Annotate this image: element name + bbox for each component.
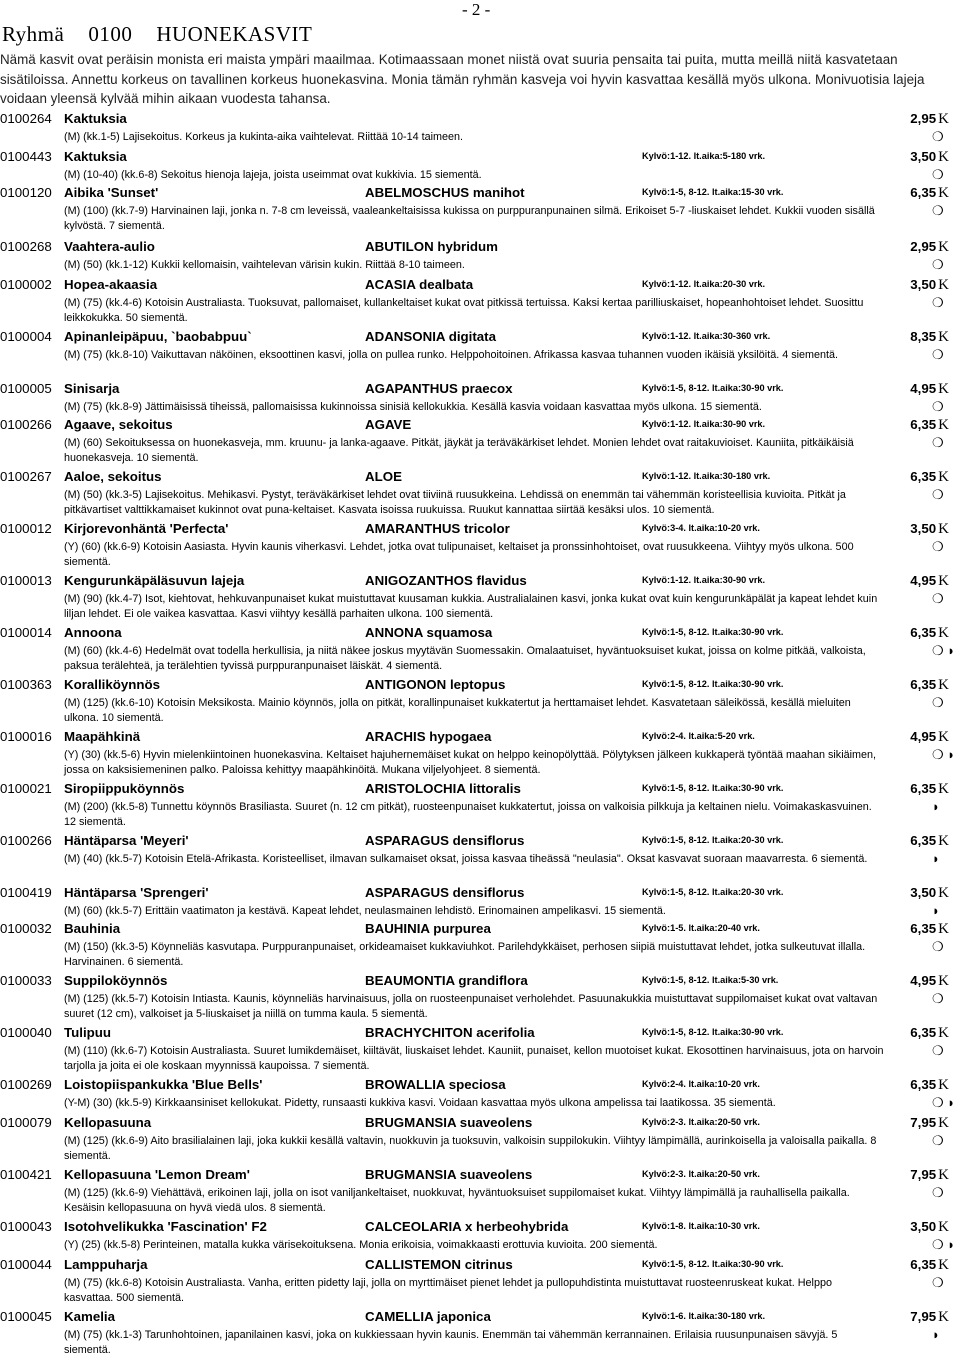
- price-value: 6,35: [910, 1077, 937, 1092]
- product-code: 0100266: [0, 417, 52, 432]
- sowing-info: Kylvö:1-5, 8-12. lt.aika:20-30 vrk.: [642, 887, 784, 897]
- light-symbol-icon: ❍: [932, 695, 944, 710]
- product-code: 0100040: [0, 1025, 52, 1040]
- price-value: 6,35: [910, 921, 937, 936]
- latin-name: ALOE: [365, 469, 402, 484]
- entry-header: [0, 677, 960, 696]
- price-unit: K: [938, 1309, 949, 1325]
- entry-description: (M) (125) (kk.6-9) Viehättävä, erikoinen laji, jolla on isot vaniljankeltaiset, nuokkuvat, hyväntuoksuiset suppilomaiset kukat. Viihtyy lämpimällä ja rauhallisella paikalla. Kesäisin kellopasuuna on hyvä viedä ulos. 8 siementä.: [64, 1187, 850, 1214]
- light-symbol-icon: ❍: [932, 539, 944, 554]
- common-name: Bauhinia: [64, 921, 121, 936]
- common-name: Vaahtera-aulio: [64, 239, 155, 254]
- sowing-info: Kylvö:1-12. lt.aika:30-360 vrk.: [642, 331, 771, 341]
- latin-name: ABELMOSCHUS manihot: [365, 185, 525, 200]
- common-name: Siropiippuköynnös: [64, 781, 185, 796]
- price-unit: K: [938, 573, 949, 589]
- price-value: 7,95: [910, 1115, 937, 1130]
- catalog-entry: [0, 239, 960, 273]
- sowing-info: Kylvö:1-12. lt.aika:20-30 vrk.: [642, 279, 766, 289]
- price: [910, 111, 949, 128]
- price-value: 8,35: [910, 329, 937, 344]
- price: [910, 625, 949, 642]
- product-code: 0100021: [0, 781, 52, 796]
- price-value: 7,95: [910, 1309, 937, 1324]
- sowing-info: Kylvö:1-12. lt.aika:30-90 vrk.: [642, 575, 766, 585]
- light-symbol-icon: ❍: [932, 1275, 944, 1290]
- price-unit: K: [938, 111, 949, 127]
- price-value: 4,95: [910, 729, 937, 744]
- catalog-entry: [0, 1309, 960, 1357]
- entry-header: [0, 149, 960, 168]
- entry-header: [0, 111, 960, 130]
- price-unit: K: [938, 625, 949, 641]
- latin-name: ASPARAGUS densiflorus: [365, 885, 525, 900]
- latin-name: BRUGMANSIA suaveolens: [365, 1115, 533, 1130]
- light-symbol-icon: ◗: [932, 903, 940, 918]
- entry-header: [0, 277, 960, 296]
- price-unit: K: [938, 885, 949, 901]
- price-value: 7,95: [910, 1167, 937, 1182]
- catalog-entry: [0, 729, 960, 777]
- catalog-entry: [0, 469, 960, 517]
- catalog-entry: [0, 521, 960, 569]
- common-name: Apinanleipäpuu, `baobabpuu`: [64, 329, 252, 344]
- catalog-entry: [0, 277, 960, 325]
- entry-description: (M) (90) (kk.4-7) Isot, kiehtovat, hehkuvanpunaiset kukat muistuttavat kuusaman kukkia. Australialainen kasvi, jonka kukat ovat kuin kengurunkäpälät ja kapeat lehdet kuin liljan lehdet. Ei ole vaikea kasvattaa. Kasvi viihtyy kesällä parhaiten ulkona. 100 siementä.: [64, 593, 878, 620]
- entry-header: [0, 185, 960, 204]
- price-unit: K: [938, 729, 949, 745]
- catalog-entry: [0, 921, 960, 969]
- light-symbol-icon: ❍: [932, 203, 944, 218]
- price-unit: K: [938, 1167, 949, 1183]
- entry-description: (M) (125) (kk.6-9) Aito brasilialainen laji, joka kukkii kesällä valtavin, nuokkuvin ja tuoksuvin, valkoisin suppilokukin. Viihtyy lämpimällä, aurinkoisella ja valoisalla paikalla. 8 siementä.: [64, 1135, 877, 1162]
- latin-name: ASPARAGUS densiflorus: [365, 833, 525, 848]
- price-unit: K: [938, 677, 949, 693]
- entry-header: [0, 239, 960, 258]
- latin-name: ARISTOLOCHIA littoralis: [365, 781, 521, 796]
- price-value: 3,50: [910, 1219, 937, 1234]
- catalog-entry: [0, 111, 960, 145]
- common-name: Kaktuksia: [64, 149, 127, 164]
- common-name: Aibika 'Sunset': [64, 185, 159, 200]
- common-name: Kaktuksia: [64, 111, 127, 126]
- common-name: Aaloe, sekoitus: [64, 469, 162, 484]
- price: [910, 381, 949, 398]
- entry-description: (M) (60) Sekoituksessa on huonekasveja, mm. kruunu- ja lanka-agaave. Pitkät, jäykät ja teräväkärkiset lehdet. Monien lehdet ovat raitakuvioiset. Kauniita, pitkäikäisiä huonekasveja. 10 siementä.: [64, 437, 854, 464]
- sowing-info: Kylvö:1-5, 8-12. lt.aika:30-90 vrk.: [642, 627, 784, 637]
- entry-header: [0, 1219, 960, 1238]
- product-code: 0100079: [0, 1115, 52, 1130]
- product-code: 0100443: [0, 149, 52, 164]
- entry-description: (M) (75) (kk.4-6) Kotoisin Australiasta. Tuoksuvat, pallomaiset, kullankeltaiset kukat ovat pitkissä tertuissa. Kaksi kertaa parilliuskaiset, hopeanhohtoiset lehdet. Suosittu leikkokukka. 50 siementä.: [64, 297, 864, 324]
- light-symbol-icon: ❍: [932, 591, 944, 606]
- latin-name: AMARANTHUS tricolor: [365, 521, 510, 536]
- catalog-entry: [0, 1115, 960, 1163]
- entry-description: (M) (50) (kk.1-12) Kukkii kellomaisin, vaihtelevan värisin kukin. Riittää 8-10 taimeen.: [64, 259, 465, 271]
- price-unit: K: [938, 1219, 949, 1235]
- price-value: 6,35: [910, 677, 937, 692]
- entry-description: (M) (50) (kk.3-5) Lajisekoitus. Mehikasvi. Pystyt, teräväkärkiset lehdet ovat tiiviinä ruusukkeina. Lehdissä on enemmän tai vähemmän koristeellisia kuvioita. Pitkät ja pitkävartiset valttikkamaiset kukinnot ovat puna-keltaiset. Kasvata isoissa ruukuissa. Ruukut kannattaa siirtää kesäksi ulos. 10 siementä.: [64, 489, 846, 516]
- sowing-info: Kylvö:1-5, 8-12. lt.aika:30-90 vrk.: [642, 783, 784, 793]
- entry-header: [0, 885, 960, 904]
- sowing-info: Kylvö:1-5, 8-12. lt.aika:15-30 vrk.: [642, 187, 784, 197]
- entry-header: [0, 381, 960, 400]
- product-code: 0100421: [0, 1167, 52, 1182]
- sowing-info: Kylvö:2-4. lt.aika:5-20 vrk.: [642, 731, 755, 741]
- light-symbol-icon: ❍ ◗: [932, 1237, 956, 1252]
- common-name: Kirjorevonhäntä 'Perfecta': [64, 521, 229, 536]
- latin-name: BRUGMANSIA suaveolens: [365, 1167, 533, 1182]
- price-unit: K: [938, 149, 949, 165]
- common-name: Loistopiispankukka 'Blue Bells': [64, 1077, 263, 1092]
- entry-header: [0, 973, 960, 992]
- price: [910, 185, 949, 202]
- light-symbol-icon: ❍ ◗: [932, 1095, 956, 1110]
- latin-name: BEAUMONTIA grandiflora: [365, 973, 528, 988]
- price-value: 6,35: [910, 625, 937, 640]
- entry-description: (M) (75) (kk.8-10) Vaikuttavan näköinen, eksoottinen kasvi, jolla on pullea runko. Helppohoitoinen. Afrikassa kasvaa tuhannen vuoden ikäisiä yksilöitä. 4 siementä.: [64, 349, 839, 361]
- light-symbol-icon: ◗: [932, 799, 940, 814]
- latin-name: AGAVE: [365, 417, 412, 432]
- latin-name: AGAPANTHUS praecox: [365, 381, 513, 396]
- price-value: 4,95: [910, 381, 937, 396]
- sowing-info: Kylvö:1-5, 8-12. lt.aika:30-90 vrk.: [642, 1027, 784, 1037]
- price: [910, 1219, 949, 1236]
- price-unit: K: [938, 1077, 949, 1093]
- price: [910, 781, 949, 798]
- latin-name: BROWALLIA speciosa: [365, 1077, 506, 1092]
- light-symbol-icon: ❍: [932, 991, 944, 1006]
- entry-header: [0, 1077, 960, 1096]
- price-unit: K: [938, 781, 949, 797]
- price: [910, 1257, 949, 1274]
- sowing-info: Kylvö:1-5, 8-12. lt.aika:30-90 vrk.: [642, 679, 784, 689]
- product-code: 0100016: [0, 729, 52, 744]
- price: [910, 329, 949, 346]
- price: [910, 277, 949, 294]
- entry-header: [0, 921, 960, 940]
- price-unit: K: [938, 833, 949, 849]
- latin-name: ANTIGONON leptopus: [365, 677, 506, 692]
- product-code: 0100120: [0, 185, 52, 200]
- entry-description: (M) (75) (kk.1-3) Tarunhohtoinen, japanilainen kasvi, joka on kukkiessaan hyvin kaunis. Enemmän tai vähemmän kerrannainen. Erilaisia ruusunpunaisen sävyjä. 5 siementä.: [64, 1329, 838, 1356]
- entry-header: [0, 573, 960, 592]
- product-code: 0100014: [0, 625, 52, 640]
- price-unit: K: [938, 1257, 949, 1273]
- sowing-info: Kylvö:1-6. lt.aika:30-180 vrk.: [642, 1311, 766, 1321]
- entry-header: [0, 833, 960, 852]
- price-value: 4,95: [910, 973, 937, 988]
- product-code: 0100268: [0, 239, 52, 254]
- entry-header: [0, 329, 960, 348]
- price-unit: K: [938, 417, 949, 433]
- entry-header: [0, 729, 960, 748]
- entry-description: (M) (75) (kk.6-8) Kotoisin Australiasta. Vanha, eritten pidetty laji, jolla on myrttimäiset pienet lehdet ja pullopuhdistinta muistuttavat ruosteenruskeat kukat. Helppo kasvattaa. 500 siementä.: [64, 1277, 832, 1304]
- common-name: Hopea-akaasia: [64, 277, 158, 292]
- price: [910, 1167, 949, 1184]
- catalog-entry: [0, 885, 960, 919]
- price: [910, 521, 949, 538]
- product-code: 0100032: [0, 921, 52, 936]
- latin-name: ARACHIS hypogaea: [365, 729, 492, 744]
- product-code: 0100033: [0, 973, 52, 988]
- entry-header: [0, 521, 960, 540]
- price-value: 2,95: [910, 111, 937, 126]
- entry-header: [0, 1257, 960, 1276]
- latin-name: ANNONA squamosa: [365, 625, 493, 640]
- latin-name: ADANSONIA digitata: [365, 329, 497, 344]
- sowing-info: Kylvö:2-3. lt.aika:20-50 vrk.: [642, 1117, 760, 1127]
- latin-name: CALLISTEMON citrinus: [365, 1257, 513, 1272]
- price: [910, 921, 949, 938]
- price-value: 6,35: [910, 833, 937, 848]
- light-symbol-icon: ❍: [932, 167, 944, 182]
- entry-header: [0, 469, 960, 488]
- price-unit: K: [938, 381, 949, 397]
- price-value: 6,35: [910, 1257, 937, 1272]
- latin-name: ABUTILON hybridum: [365, 239, 498, 254]
- product-code: 0100012: [0, 521, 52, 536]
- sowing-info: Kylvö:1-5, 8-12. lt.aika:30-90 vrk.: [642, 383, 784, 393]
- group-label: Ryhmä: [2, 22, 65, 46]
- entry-description: (Y) (25) (kk.5-8) Perinteinen, matalla kukka värisekoituksena. Monia erikoisia, voimakkaasti erottuvia kuvioita. 200 siementä.: [64, 1239, 658, 1251]
- light-symbol-icon: ❍ ◗: [932, 747, 956, 762]
- entry-description: (M) (200) (kk.5-8) Tunnettu köynnös Brasiliasta. Suuret (n. 12 cm pitkät), ruosteenpunaiset kukkatertut, joissa on valkoisia pilkkuja ja keltainen nielu. Voimakaskasvuinen. 12 siementä.: [64, 801, 872, 828]
- latin-name: BRACHYCHITON acerifolia: [365, 1025, 535, 1040]
- latin-name: CALCEOLARIA x herbeohybrida: [365, 1219, 569, 1234]
- common-name: Annoona: [64, 625, 122, 640]
- price: [910, 1309, 949, 1326]
- entry-description: (M) (40) (kk.5-7) Kotoisin Etelä-Afrikasta. Koristeelliset, ilmavan sulkamaiset oksat, joissa kasvaa tiheässä "neulasia". Oksat kasvavat suoraan maavarresta. 6 siementä.: [64, 853, 868, 865]
- entry-header: [0, 781, 960, 800]
- light-symbol-icon: ❍: [932, 399, 944, 414]
- catalog-entry: [0, 329, 960, 363]
- price-value: 3,50: [910, 885, 937, 900]
- product-code: 0100266: [0, 833, 52, 848]
- common-name: Häntäparsa 'Meyeri': [64, 833, 189, 848]
- product-code: 0100013: [0, 573, 52, 588]
- catalog-entry: [0, 1219, 960, 1253]
- common-name: Agaave, sekoitus: [64, 417, 173, 432]
- catalog-entry: [0, 677, 960, 725]
- price: [910, 973, 949, 990]
- entry-header: [0, 625, 960, 644]
- sowing-info: Kylvö:1-12. lt.aika:30-180 vrk.: [642, 471, 771, 481]
- price: [910, 833, 949, 850]
- price-value: 3,50: [910, 277, 937, 292]
- group-name: HUONEKASVIT: [156, 22, 313, 46]
- price-unit: K: [938, 329, 949, 345]
- group-intro: Nämä kasvit ovat peräisin monista eri maista ympäri maailmaa. Kotimaassaan monet niistä ovat suuria pensaita tai puita, mutta meillä niitä kasvatetaan sisätiloissa. Annettu korkeus on tavallinen korkeus huonekasvina. Monia tämän ryhmän kasveja voi hyvin kasvattaa kesällä myös ulkona. Monivuotisia lajeja voidaan yleensä kylvää mihin aikaan vuodesta tahansa.: [0, 52, 925, 107]
- entry-description: (Y-M) (30) (kk.5-9) Kirkkaansiniset kellokukat. Pidetty, runsaasti kukkiva kasvi. Voidaan kasvattaa myös ulkona ampelissa tai laatikossa. 35 siementä.: [64, 1097, 776, 1109]
- price: [910, 239, 949, 256]
- catalog-entry: [0, 1257, 960, 1305]
- light-symbol-icon: ◗: [932, 1327, 940, 1342]
- latin-name: CAMELLIA japonica: [365, 1309, 491, 1324]
- price: [910, 1077, 949, 1094]
- entry-header: [0, 417, 960, 436]
- entry-header: [0, 1309, 960, 1328]
- light-symbol-icon: ❍: [932, 487, 944, 502]
- common-name: Kengurunkäpäläsuvun lajeja: [64, 573, 245, 588]
- latin-name: ACASIA dealbata: [365, 277, 474, 292]
- product-code: 0100419: [0, 885, 52, 900]
- product-code: 0100004: [0, 329, 52, 344]
- price: [910, 417, 949, 434]
- light-symbol-icon: ❍: [932, 1133, 944, 1148]
- price-value: 4,95: [910, 573, 937, 588]
- light-symbol-icon: ❍: [932, 257, 944, 272]
- catalog-entry: [0, 625, 960, 673]
- common-name: Koralliköynnös: [64, 677, 161, 692]
- price-unit: K: [938, 277, 949, 293]
- sowing-info: Kylvö:1-12. lt.aika:5-180 vrk.: [642, 151, 766, 161]
- product-code: 0100005: [0, 381, 52, 396]
- common-name: Kamelia: [64, 1309, 115, 1324]
- product-code: 0100044: [0, 1257, 52, 1272]
- price: [910, 573, 949, 590]
- price-unit: K: [938, 921, 949, 937]
- entry-description: (M) (10-40) (kk.6-8) Sekoitus hienoja lajeja, joista useimmat ovat kukkivia. 15 siementä.: [64, 169, 482, 181]
- product-code: 0100045: [0, 1309, 52, 1324]
- light-symbol-icon: ❍: [932, 1043, 944, 1058]
- product-code: 0100002: [0, 277, 52, 292]
- light-symbol-icon: ❍: [932, 435, 944, 450]
- catalog-entry: [0, 381, 960, 415]
- price-unit: K: [938, 521, 949, 537]
- latin-name: ANIGOZANTHOS flavidus: [365, 573, 527, 588]
- common-name: Isotohvelikukka 'Fascination' F2: [64, 1219, 267, 1234]
- entry-description: (Y) (30) (kk.5-6) Hyvin mielenkiintoinen huonekasvina. Keltaiset hajuhernemäiset kukat on helppo keinopölyttää. Pölytyksen jälkeen kukkaperä työntää maahan sikiäimen, jossa on kaksisiemeninen palko. Paloissa kehittyy maapähkinöitä. Mukana viljelyohjeet. 8 siementä.: [64, 749, 877, 776]
- entry-description: (M) (100) (kk.7-9) Harvinainen laji, jonka n. 7-8 cm leveissä, vaaleankeltaisissa kukissa on purppuranpunainen silmä. Erikoiset 5-7 -liuskaiset lehdet. Kukkii vuoden sisällä kylvöstä. 7 siementä.: [64, 205, 875, 232]
- catalog-entry: [0, 781, 960, 829]
- price-value: 6,35: [910, 1025, 937, 1040]
- price: [910, 885, 949, 902]
- sowing-info: Kylvö:1-5. lt.aika:20-40 vrk.: [642, 923, 760, 933]
- price: [910, 1025, 949, 1042]
- common-name: Kellopasuuna: [64, 1115, 152, 1130]
- entry-description: (M) (kk.1-5) Lajisekoitus. Korkeus ja kukinta-aika vaihtelevat. Riittää 10-14 taimeen.: [64, 131, 464, 143]
- entry-description: (M) (60) (kk.4-6) Hedelmät ovat todella herkullisia, ja niitä näkee joskus myytävän Suomessakin. Omalaatuiset, hyväntuoksuiset kukat, joissa on kolme pitkää, valkoista, paksua terälehteä, ja terälehtien tyvissä purppuranpunaiset läiskät. 4 siementä.: [64, 645, 866, 672]
- light-symbol-icon: ❍ ◗: [932, 643, 956, 658]
- light-symbol-icon: ❍: [932, 129, 944, 144]
- sowing-info: Kylvö:1-12. lt.aika:30-90 vrk.: [642, 419, 766, 429]
- price-unit: K: [938, 239, 949, 255]
- price-value: 6,35: [910, 469, 937, 484]
- light-symbol-icon: ❍: [932, 347, 944, 362]
- catalog-entry: [0, 185, 960, 233]
- catalog-entry: [0, 1077, 960, 1111]
- price-unit: K: [938, 1025, 949, 1041]
- price-value: 6,35: [910, 185, 937, 200]
- product-code: 0100267: [0, 469, 52, 484]
- common-name: Lamppuharja: [64, 1257, 148, 1272]
- sowing-info: Kylvö:2-3. lt.aika:20-50 vrk.: [642, 1169, 760, 1179]
- price-value: 2,95: [910, 239, 937, 254]
- entry-header: [0, 1115, 960, 1134]
- price-value: 3,50: [910, 521, 937, 536]
- price-unit: K: [938, 469, 949, 485]
- common-name: Tulipuu: [64, 1025, 112, 1040]
- price: [910, 149, 949, 166]
- entry-header: [0, 1025, 960, 1044]
- price-unit: K: [938, 185, 949, 201]
- catalog-entry: [0, 1025, 960, 1073]
- entry-description: (M) (110) (kk.6-7) Kotoisin Australiasta. Suuret lumikdemäiset, kiiltävät, liuskaiset lehdet. Kauniit, punaiset, kellon muotoiset kukat. Ekosottinen harvinaisuus, jota on harvoin tarjolla ja joita ei ole koskaan myynnissä kaupoissa. 7 siementä.: [64, 1045, 884, 1072]
- common-name: Sinisarja: [64, 381, 120, 396]
- sowing-info: Kylvö:1-8. lt.aika:10-30 vrk.: [642, 1221, 760, 1231]
- price-value: 6,35: [910, 781, 937, 796]
- common-name: Kellopasuuna 'Lemon Dream': [64, 1167, 250, 1182]
- price-value: 3,50: [910, 149, 937, 164]
- sowing-info: Kylvö:1-5, 8-12. lt.aika:20-30 vrk.: [642, 835, 784, 845]
- common-name: Maapähkinä: [64, 729, 141, 744]
- common-name: Häntäparsa 'Sprengeri': [64, 885, 209, 900]
- sowing-info: Kylvö:2-4. lt.aika:10-20 vrk.: [642, 1079, 760, 1089]
- price: [910, 729, 949, 746]
- entry-description: (M) (75) (kk.8-9) Jättimäisissä tiheissä, pallomaisissa kukinnoissa sinisiä kellokukkia. Kesällä kasvia voidaan kasvattaa myös ulkona. 15 siementä.: [64, 401, 762, 413]
- product-code: 0100264: [0, 111, 52, 126]
- sowing-info: Kylvö:3-4. lt.aika:10-20 vrk.: [642, 523, 760, 533]
- catalog-entry: [0, 833, 960, 867]
- catalog-entry: [0, 573, 960, 621]
- price: [910, 1115, 949, 1132]
- sowing-info: Kylvö:1-5, 8-12. lt.aika:30-90 vrk.: [642, 1259, 784, 1269]
- common-name: Suppiloköynnös: [64, 973, 168, 988]
- group-number: 0100: [88, 22, 133, 46]
- catalog-entry: [0, 1167, 960, 1215]
- group-heading: [2, 22, 336, 47]
- entry-description: (M) (125) (kk.6-10) Kotoisin Meksikosta. Mainio köynnös, jolla on pitkät, korallinpunaiset kukkatertut ja herttamaiset lehdet. Kasvatetaan säleikössä, kesällä mieluiten ulkona. 10 siementä.: [64, 697, 851, 724]
- product-code: 0100363: [0, 677, 52, 692]
- light-symbol-icon: ❍: [932, 939, 944, 954]
- price: [910, 469, 949, 486]
- entry-header: [0, 1167, 960, 1186]
- entry-description: (Y) (60) (kk.6-9) Kotoisin Aasiasta. Hyvin kaunis viherkasvi. Lehdet, jotka ovat tulipunaiset, keltaiset ja pronssinhohtoiset, ovat ruusukkeena. Viihtyy myös ulkona. 500 siementä.: [64, 541, 854, 568]
- sowing-info: Kylvö:1-5, 8-12. lt.aika:5-30 vrk.: [642, 975, 779, 985]
- light-symbol-icon: ❍: [932, 295, 944, 310]
- page-number: - 2 -: [462, 0, 491, 19]
- catalog-entry: [0, 973, 960, 1021]
- light-symbol-icon: ◗: [932, 851, 940, 866]
- price-value: 6,35: [910, 417, 937, 432]
- catalog-entry: [0, 417, 960, 465]
- product-code: 0100043: [0, 1219, 52, 1234]
- product-code: 0100269: [0, 1077, 52, 1092]
- latin-name: BAUHINIA purpurea: [365, 921, 491, 936]
- entry-description: (M) (150) (kk.3-5) Köynneliäs kasvutapa. Purppuranpunaiset, orkideamaiset kukkaviuhkot. Parilehdykkäiset, perhosen siipiä muistuttavat lehdet, jotka sulkeutuvat illalla. Harvinainen. 6 siementä.: [64, 941, 866, 968]
- price-unit: K: [938, 1115, 949, 1131]
- catalog-entry: [0, 149, 960, 183]
- entry-description: (M) (60) (kk.5-7) Erittäin vaatimaton ja kestävä. Kapeat lehdet, neulasmainen lehdistö. Erinomainen ampelikasvi. 15 siementä.: [64, 905, 666, 917]
- light-symbol-icon: ❍: [932, 1185, 944, 1200]
- price: [910, 677, 949, 694]
- price-unit: K: [938, 973, 949, 989]
- entry-description: (M) (125) (kk.5-7) Kotoisin Intiasta. Kaunis, köynneliäs harvinaisuus, jolla on ruosteenpunaiset verholehdet. Pasuunakukkia muistuttavat suppilomaiset kukat ovat valtavan suuret (12 cm), valkoiset ja 5-liuskaiset ja niillä on tumma kaula. 5 siementä.: [64, 993, 878, 1020]
